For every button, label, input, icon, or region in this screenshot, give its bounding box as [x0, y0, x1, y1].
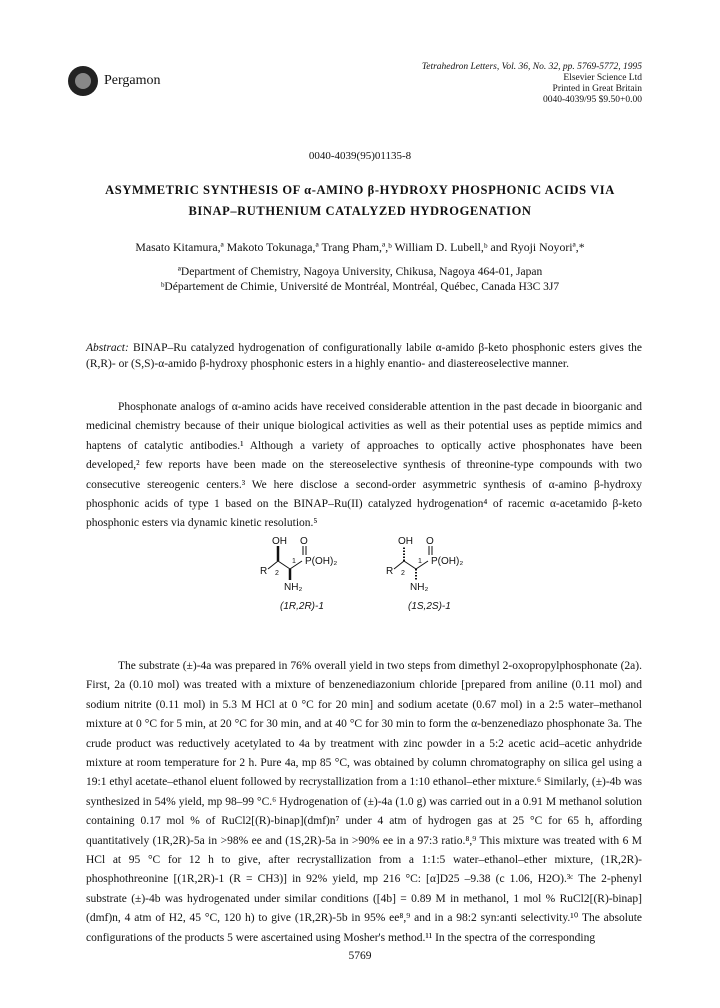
struct-right-r: R	[386, 566, 394, 577]
struct-left-o: O	[300, 536, 308, 547]
title-line-1: ASYMMETRIC SYNTHESIS OF α-AMINO β-HYDROXY PHOSPHONIC ACIDS VIA	[105, 183, 615, 197]
paper-title	[60, 180, 660, 222]
authors: Masato Kitamura,ª Makoto Tokunaga,ª Trang Pham,ª,ᵇ William D. Lubell,ᵇ and Ryoji Noyoriª,*	[135, 240, 585, 254]
bond	[278, 561, 290, 569]
struct-right-num2: 2	[401, 570, 405, 577]
struct-right-oh: OH	[398, 536, 413, 547]
struct-left-r: R	[260, 566, 268, 577]
struct-left-poh2: P(OH)₂	[305, 556, 338, 567]
abstract	[86, 341, 642, 372]
paragraph-intro	[86, 398, 642, 534]
paragraph-synthesis	[86, 657, 642, 948]
struct-left-oh: OH	[272, 536, 287, 547]
struct-right-nh2: NH₂	[410, 582, 429, 593]
journal-printed: Printed in Great Britain	[552, 84, 642, 94]
struct-right-poh2: P(OH)₂	[431, 556, 464, 567]
paragraph-2: The substrate (±)-4a was prepared in 76% overall yield in two steps from dimethyl 2-oxopropylphosphonate (2a). First, 2a (0.10 mol) was treated with a mixture of benzenediazonium chloride [prepared from aniline (0.11 mol) and sodium nitrite (0.11 mol) in 5.3 M HCl at 0 °C for 20 min] and sodium acetate (0.67 mol) in a 2:5 water–methanol mixture at 0 °C for 5 min, at 20 °C for 30 min, and at 40 °C for 30 min to form the α-benzenediazo phosphonate 3a. The crude product was reductively acetylated to 4a by treatment with zinc powder in a 5:2 acetic acid–acetic anhydride mixture at room temperature for 2 h. Pure 4a, mp 85 °C, was obtained by column chromatography on silica gel using a 19:1 ethyl acetate–ethanol eluent followed by recrystallization from a 1:10 ethanol–ether mixture.⁶ Similarly, (±)-4b was synthesized in 54% yield, mp 98–99 °C.⁶ Hydrogenation of (±)-4a (1.0 g) was carried out in a 0.91 M methanol solution containing 0.17 mol % of RuCl2[(R)-binap](dmf)n⁷ under 4 atm of hydrogen gas at 25 °C for 65 h, affording quantitatively (1R,2R)-5a in >98% ee and (1S,2R)-5a in >90% ee in a 97:3 ratio.⁸,⁹ This mixture was treated with 6 M HCl at 95 °C for 12 h to give, after recrystallization from a 1:1:5 water–ethanol–ether mixture, (1R,2R)-phosphothreonine [(1R,2R)-1 (R = CH3)] in 92% yield, mp 216 °C: [α]D25 –9.38 (c 1.06, H2O).³ᶜ The 2-phenyl substrate (±)-4b was hydrogenated under similar conditions ([4b] = 0.89 M in methanol, 1 mol % RuCl2[(R)-binap](dmf)n, 4 atm of H2, 45 °C, 120 h) to give (1R,2R)-5b in 95% ee⁸,⁹ and in a 98:2 syn:anti selectivity.¹⁰ The absolute configurations of the products 5 were ascertained using Mosher's method.¹¹ In the spectra of the corresponding	[86, 660, 642, 944]
struct-left-num2: 2	[275, 570, 279, 577]
struct-right-o: O	[426, 536, 434, 547]
paragraph-1: Phosphonate analogs of α-amino acids have received considerable attention in the past decade in bioorganic and medicinal chemistry because of their unique biological activities as well as their potential uses as peptide mimics and haptens of catalytic antibodies.¹ Although a variety of approaches to optically active phosphonates have been developed,² few reports have been made on the stereoselective synthesis of threonine-type compounds with two consecutive stereogenic centers.³ We here disclose a second-order asymmetric synthesis of α-amino β-hydroxy phosphonic acids of type 1 based on the BINAP–Ru(II) catalyzed hydrogenation⁴ of racemic α-acetamido β-keto phosphonic esters via dynamic kinetic resolution.⁵	[86, 401, 642, 530]
struct-left-label: (1R,2R)-1	[280, 601, 324, 612]
chemical-structures	[250, 535, 480, 615]
bond	[394, 561, 404, 569]
journal-price: 0040-4039/95 $9.50+0.00	[542, 95, 642, 105]
abstract-label: Abstract:	[86, 342, 129, 354]
journal-info	[422, 62, 642, 106]
struct-right-num1: 1	[418, 558, 422, 565]
struct-left-nh2: NH₂	[284, 582, 303, 593]
publisher-name: Pergamon	[104, 73, 161, 88]
affiliation-b: ᵇDépartement de Chimie, Université de Montréal, Montréal, Québec, Canada H3C 3J7	[160, 281, 560, 293]
bond	[404, 561, 416, 569]
abstract-text: BINAP–Ru catalyzed hydrogenation of configurationally labile α-amido β-keto phosphonic esters gives the (R,R)- or (S,S)-α-amido β-hydroxy phosphonic esters in a highly enantio- and diastereoselective manner.	[86, 342, 642, 370]
doi: 0040-4039(95)01135-8	[308, 150, 412, 162]
title-line-2: BINAP–RUTHENIUM CATALYZED HYDROGENATION	[188, 204, 532, 218]
bond	[268, 561, 278, 569]
struct-left-num1: 1	[292, 558, 296, 565]
structure-diagram	[250, 535, 480, 615]
pergamon-logo	[68, 66, 98, 96]
affiliations	[60, 265, 660, 295]
affiliation-a: ªDepartment of Chemistry, Nagoya University, Chikusa, Nagoya 464-01, Japan	[177, 266, 543, 278]
journal-publisher: Elsevier Science Ltd	[563, 73, 642, 83]
journal-citation: Tetrahedron Letters, Vol. 36, No. 32, pp. 5769-5772, 1995	[421, 62, 642, 72]
struct-right-label: (1S,2S)-1	[408, 601, 451, 612]
page-number: 5769	[348, 950, 372, 962]
